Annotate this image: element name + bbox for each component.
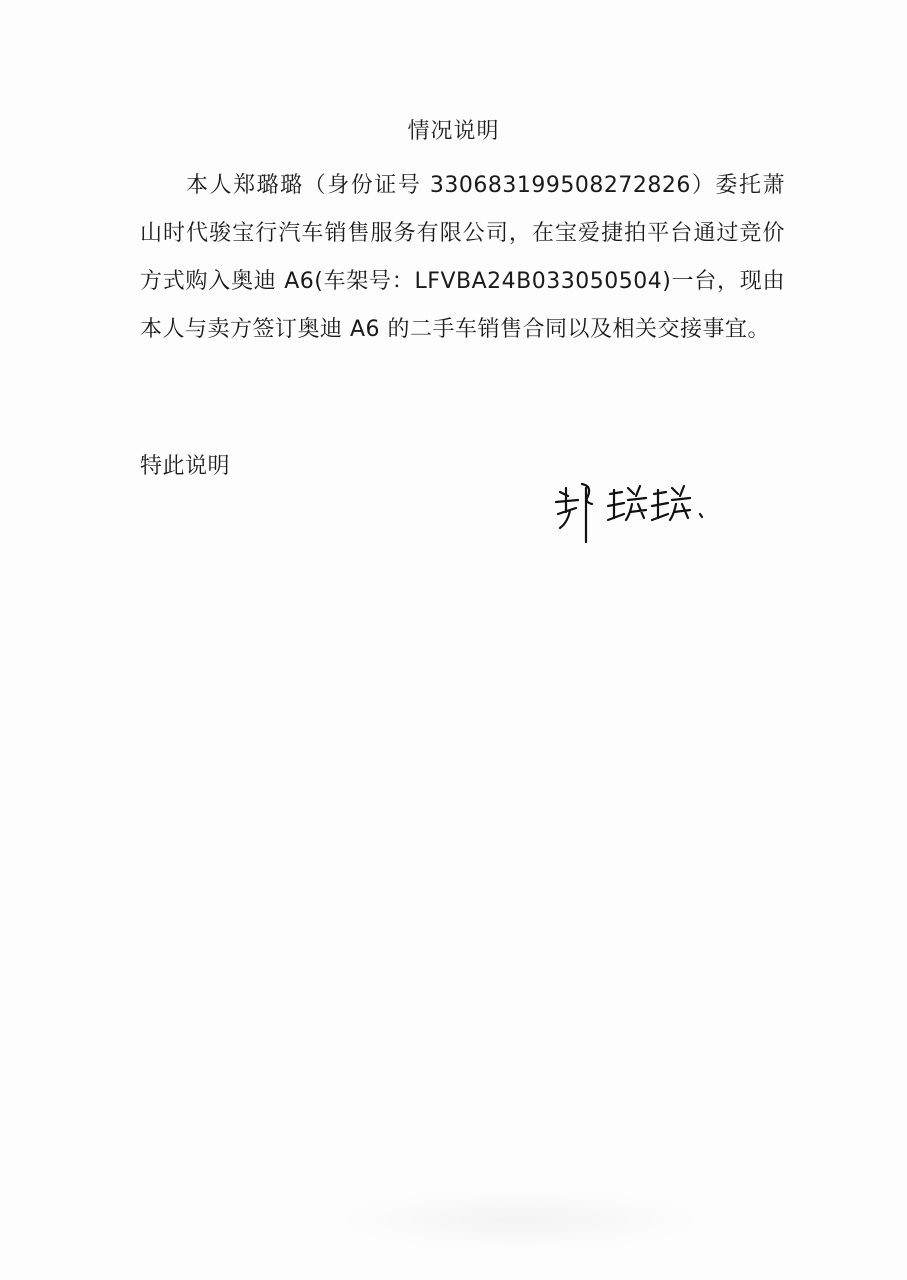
signature-drawing [548, 470, 718, 550]
paper-smudge [340, 1190, 700, 1250]
closing-statement: 特此说明 [140, 454, 231, 479]
document-title: 情况说明 [407, 119, 500, 144]
handwritten-signature [548, 470, 718, 550]
document-body: 本人郑璐璐（身份证号 330683199508272826）委托萧山时代骏宝行汽车销售服务有限公司，在宝爱捷拍平台通过竞价方式购入奥迪 A6(车架号：LFVBA24B033050504)一台，现由本人与卖方签订奥迪 A6 的二手车销售合同以及相关交接事宜。 [140, 173, 785, 342]
